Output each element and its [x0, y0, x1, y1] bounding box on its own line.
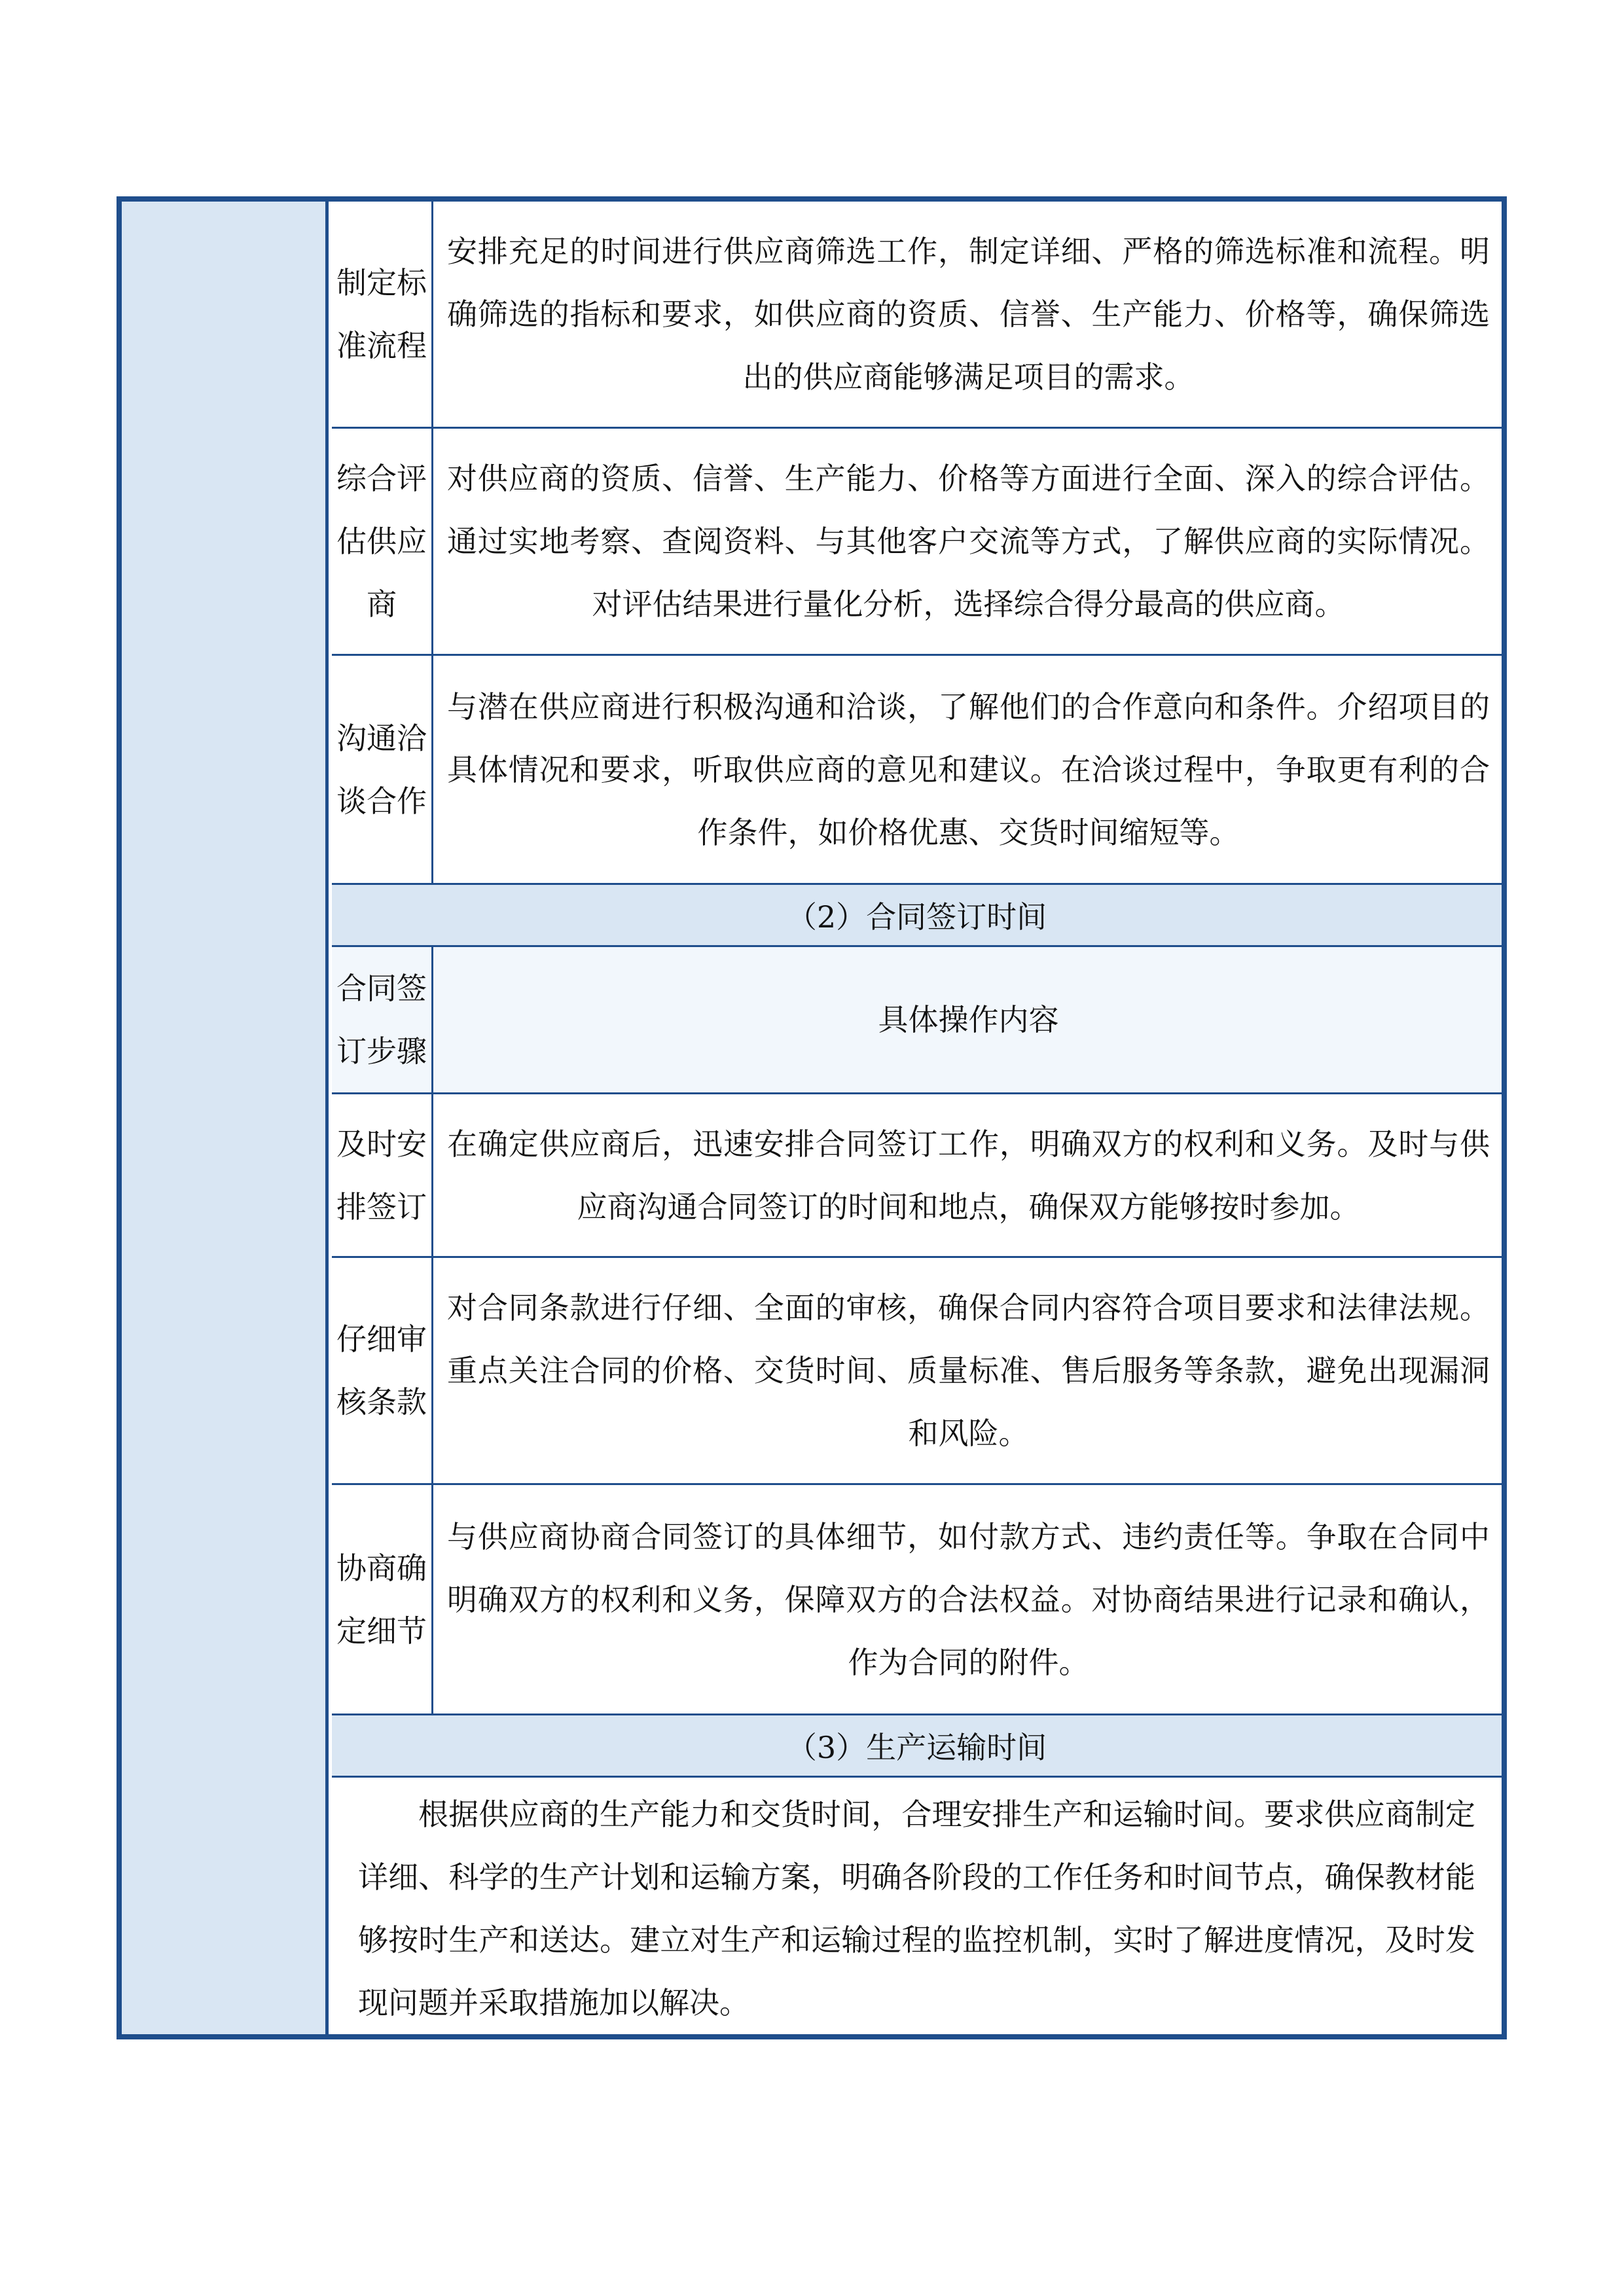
document-table [117, 196, 1507, 2039]
step-content: 与供应商协商合同签订的具体细节，如付款方式、违约责任等。争取在合同中明确双方的权利和义务，保障双方的合法权益。对协商结果进行记录和确认，作为合同的附件。 [447, 1518, 1490, 1680]
paragraph-row [332, 1778, 1502, 2034]
table-row [332, 656, 1502, 883]
table-row [332, 1094, 1502, 1258]
section-title: （3）生产运输时间 [786, 1730, 1047, 1765]
table-row [332, 1485, 1502, 1713]
column-header-step: 合同签订步骤 [332, 947, 433, 1092]
table-header-row [332, 947, 1502, 1094]
step-label: 沟通洽谈合作 [332, 656, 433, 883]
step-label: 及时安排签订 [332, 1094, 433, 1256]
step-label: 综合评估供应商 [332, 429, 433, 654]
section-header-band [332, 1713, 1502, 1778]
section-header-band [332, 883, 1502, 947]
step-label: 制定标准流程 [332, 202, 433, 427]
step-content: 对供应商的资质、信誉、生产能力、价格等方面进行全面、深入的综合评估。通过实地考察、查阅资料、与其他客户交流等方式，了解供应商的实际情况。对评估结果进行量化分析，选择综合得分最高的供应商。 [447, 461, 1490, 622]
step-content: 对合同条款进行仔细、全面的审核，确保合同内容符合项目要求和法律法规。重点关注合同的价格、交货时间、质量标准、售后服务等条款，避免出现漏洞和风险。 [447, 1290, 1490, 1451]
step-content: 安排充足的时间进行供应商筛选工作，制定详细、严格的筛选标准和流程。明确筛选的指标和要求，如供应商的资质、信誉、生产能力、价格等，确保筛选出的供应商能够满足项目的需求。 [447, 234, 1490, 395]
step-label: 仔细审核条款 [332, 1258, 433, 1483]
step-content: 与潜在供应商进行积极沟通和洽谈，了解他们的合作意向和条件。介绍项目的具体情况和要求，听取供应商的意见和建议。在洽谈过程中，争取更有利的合作条件，如价格优惠、交货时间缩短等。 [447, 689, 1490, 850]
table-row [332, 202, 1502, 429]
step-label: 协商确定细节 [332, 1485, 433, 1713]
step-content: 在确定供应商后，迅速安排合同签订工作，明确双方的权利和义务。及时与供应商沟通合同签订的时间和地点，确保双方能够按时参加。 [447, 1126, 1490, 1225]
table-row [332, 1258, 1502, 1485]
left-category-column [122, 202, 329, 2034]
column-header-content: 具体操作内容 [878, 1002, 1059, 1037]
table-row [332, 429, 1502, 656]
section-paragraph: 根据供应商的生产能力和交货时间，合理安排生产和运输时间。要求供应商制定详细、科学的生产计划和运输方案，明确各阶段的工作任务和时间节点，确保教材能够按时生产和送达。建立对生产和运输过程的监控机制，实时了解进度情况，及时发现问题并采取措施加以解决。 [358, 1797, 1475, 2020]
section-title: （2）合同签订时间 [786, 899, 1047, 935]
